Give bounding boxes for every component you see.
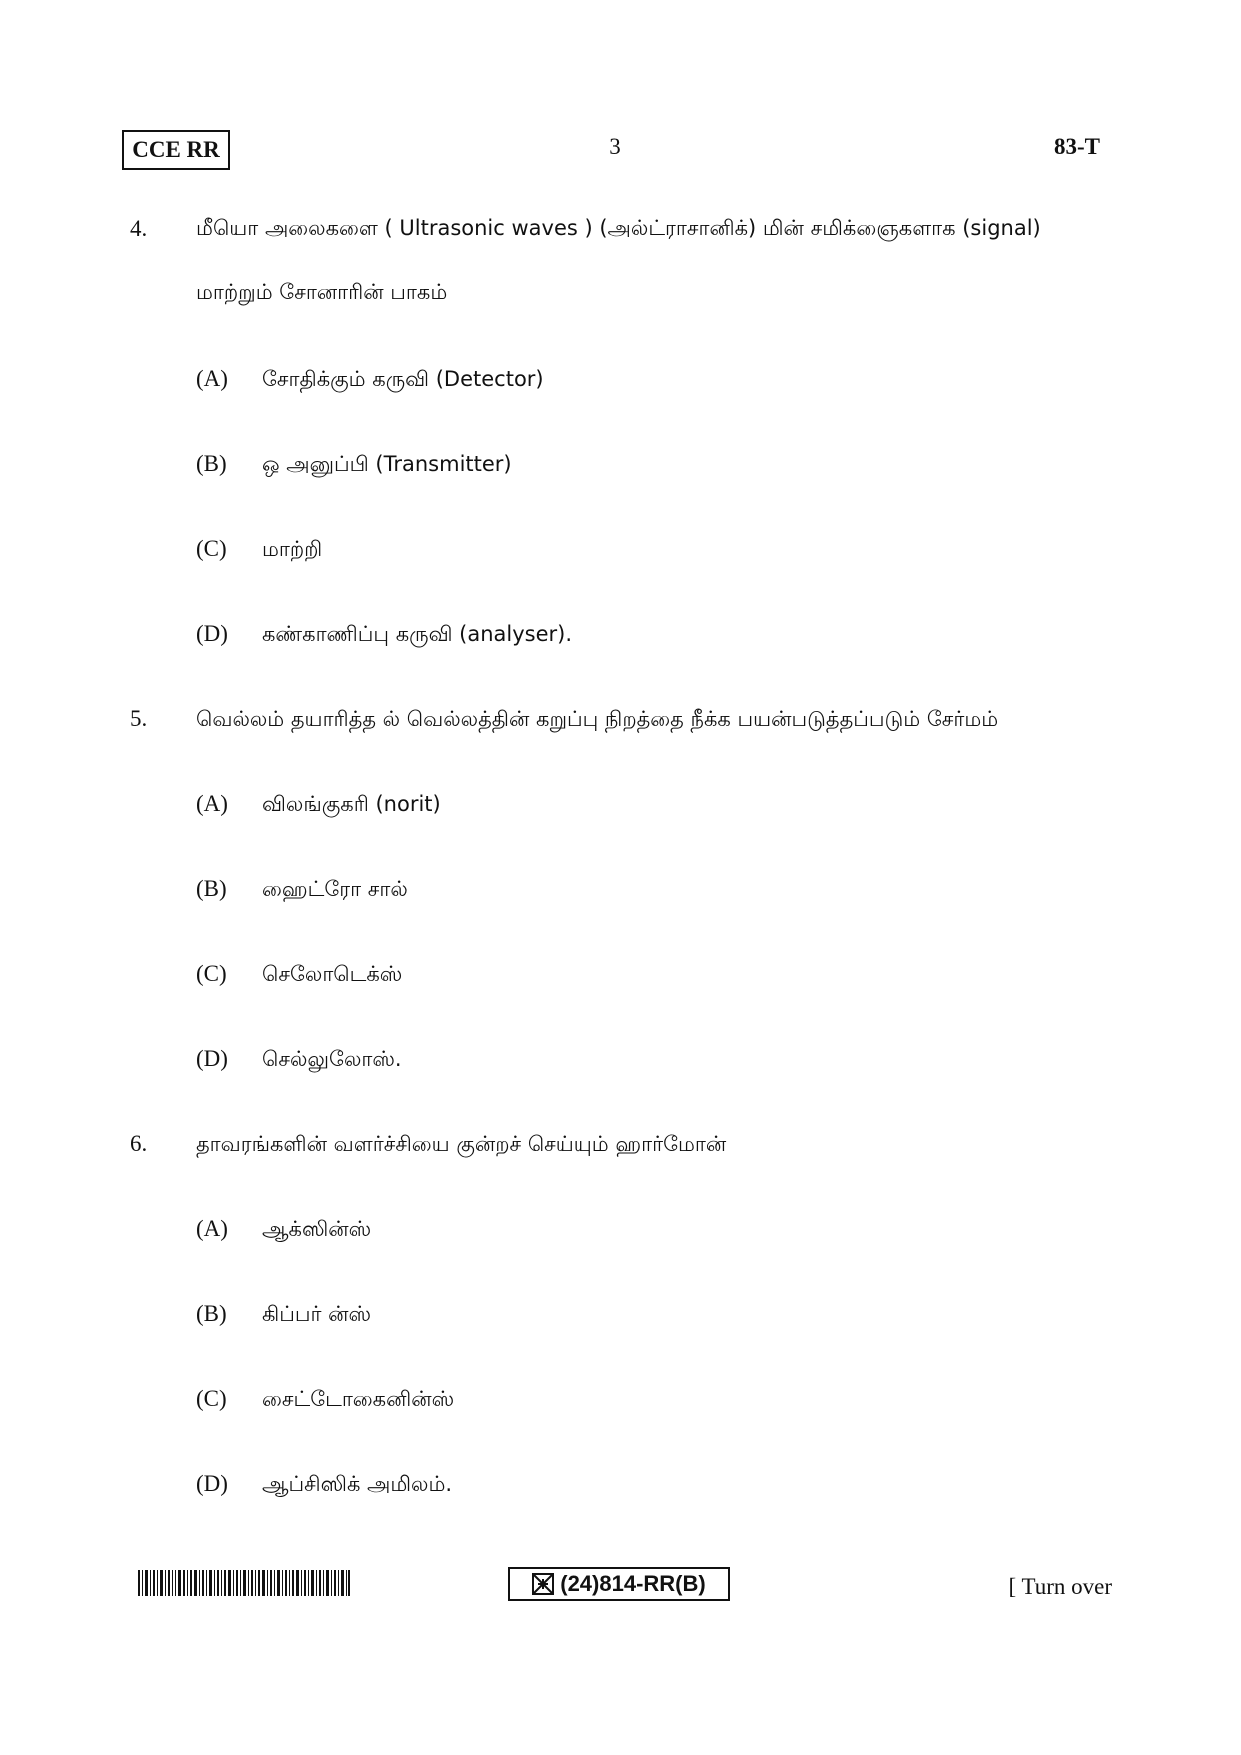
option-text: ஹைட்ரோ சால்	[262, 877, 408, 901]
option-label: (A)	[196, 791, 228, 816]
option-label: (D)	[196, 1046, 228, 1071]
option-label: (B)	[196, 876, 227, 901]
option-text: கிப்பர் ன்ஸ்	[262, 1302, 372, 1326]
option-text: ஆப்சிஸிக் அமிலம்.	[262, 1472, 453, 1496]
serial-code-text: (24)814-RR(B)	[560, 1571, 706, 1596]
option-label: (C)	[196, 1386, 227, 1411]
option-text: சோதிக்கும் கருவி (Detector)	[262, 367, 544, 391]
question-text-line: தாவரங்களின் வளர்ச்சியை குன்றச் செய்யும் ஹார்மோன்	[196, 1132, 727, 1156]
turn-over-note: [ Turn over	[1008, 1574, 1112, 1599]
option-text: ஒ அனுப்பி (Transmitter)	[262, 452, 512, 476]
question-number: 6.	[130, 1131, 148, 1156]
option-text: மாற்றி	[262, 537, 323, 561]
option-label: (A)	[196, 366, 228, 391]
option-label: (B)	[196, 1301, 227, 1326]
series-label: CCE RR	[122, 130, 230, 170]
option-text: சைட்டோகைனின்ஸ்	[262, 1387, 455, 1411]
option-text: விலங்குகரி (norit)	[262, 792, 441, 816]
option-label: (C)	[196, 536, 227, 561]
question-text-line: வெல்லம் தயாரித்த ல் வெல்லத்தின் கறுப்பு நிறத்தை நீக்க பயன்படுத்தப்படும் சேர்மம்	[196, 707, 999, 731]
paper-serial-code	[508, 1567, 730, 1601]
option-label: (D)	[196, 621, 228, 646]
option-label: (C)	[196, 961, 227, 986]
option-label: (A)	[196, 1216, 228, 1241]
option-text: ஆக்ஸின்ஸ்	[262, 1217, 372, 1241]
question-number: 5.	[130, 706, 148, 731]
option-text: கண்காணிப்பு கருவி (analyser).	[262, 622, 573, 646]
crossed-box-icon	[532, 1573, 554, 1595]
question-text-line: மாற்றும் சோனாரின் பாகம்	[196, 280, 448, 304]
option-text: செல்லுலோஸ்.	[262, 1047, 402, 1071]
option-label: (D)	[196, 1471, 228, 1496]
option-text: செலோடெக்ஸ்	[262, 962, 403, 986]
page-number: 3	[609, 134, 621, 159]
barcode-icon	[138, 1570, 350, 1596]
question-text-line: மீயொ அலைகளை ( Ultrasonic waves ) (அல்ட்ராசானிக்) மின் சமிக்ஞைகளாக (signal)	[196, 216, 1041, 240]
option-label: (B)	[196, 451, 227, 476]
question-number: 4.	[130, 216, 148, 241]
paper-code: 83-T	[1054, 134, 1100, 159]
